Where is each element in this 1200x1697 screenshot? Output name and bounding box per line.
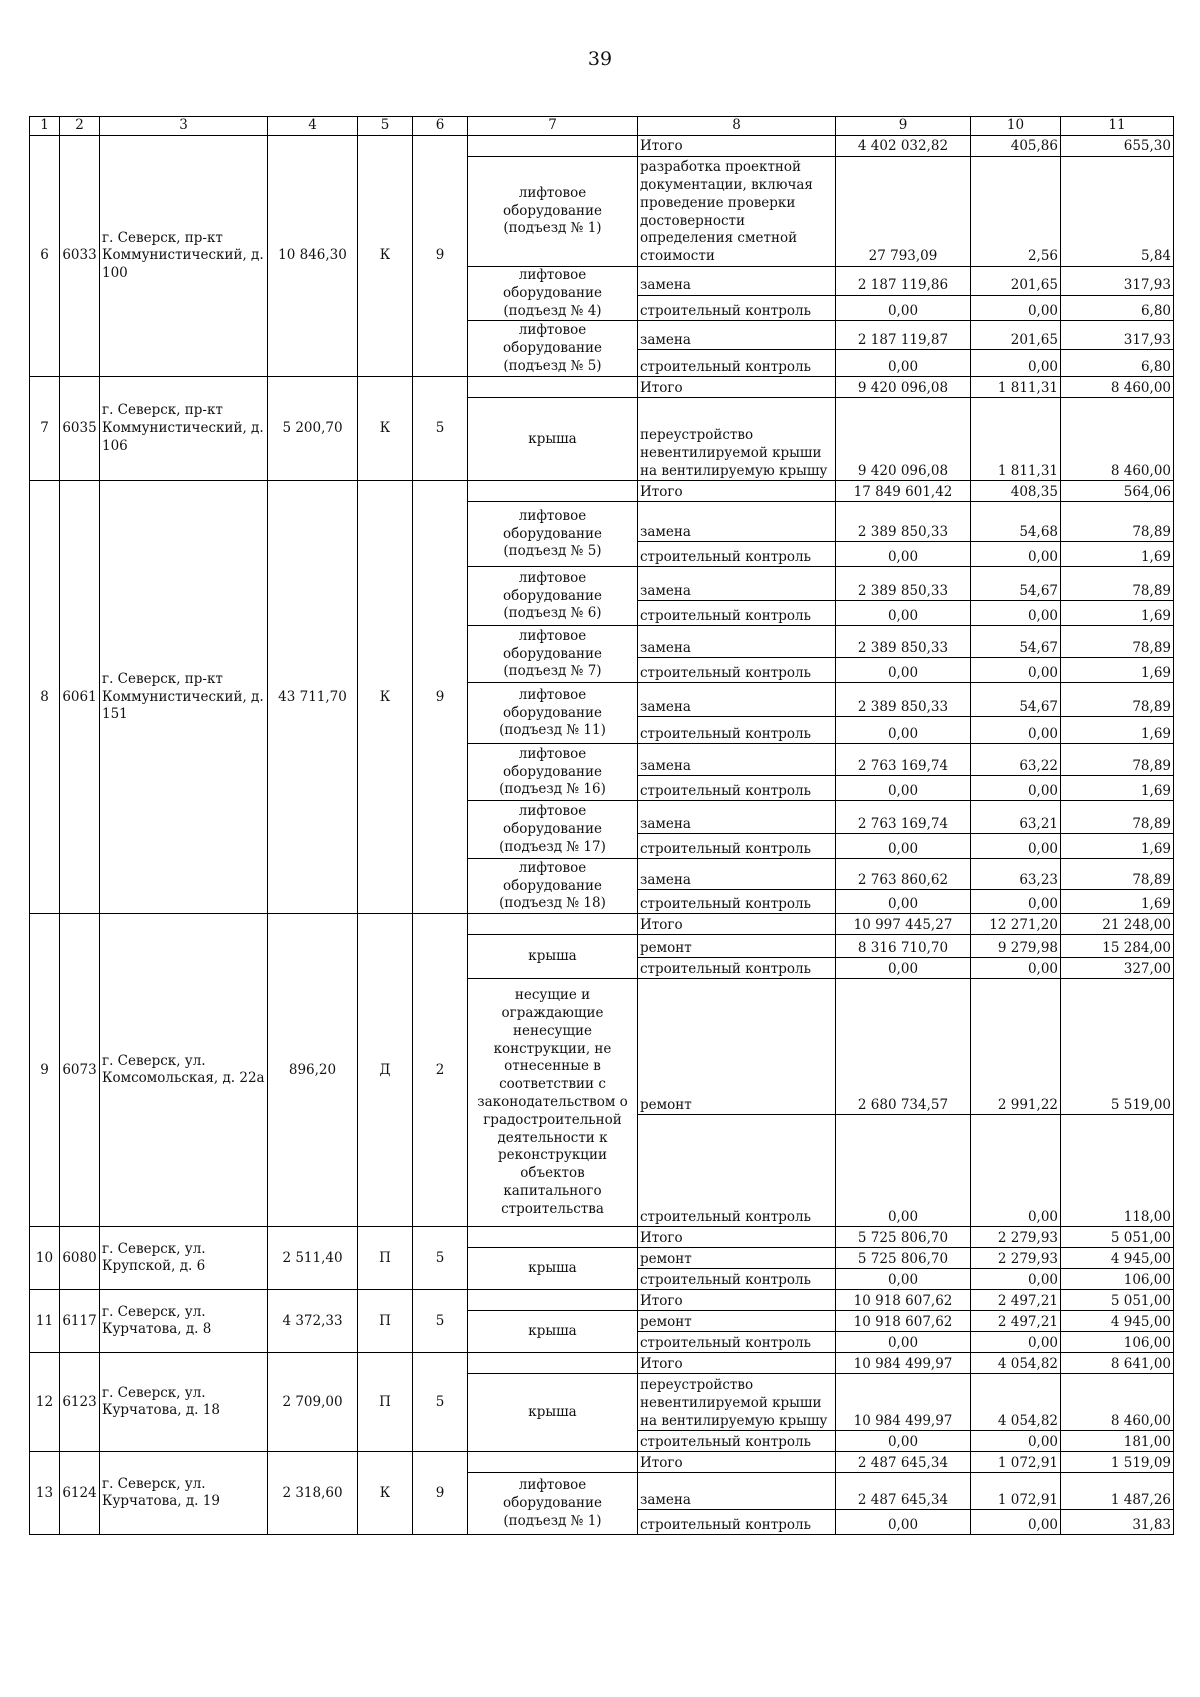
work-limit-per-m2: 4 945,00: [1061, 1248, 1174, 1269]
building-total-row: [30, 914, 1174, 935]
work-cost-per-m2: 54,67: [971, 567, 1061, 601]
total-label: Итого: [638, 1452, 836, 1473]
work-cost: 0,00: [836, 658, 971, 683]
work-type: ремонт: [638, 1248, 836, 1269]
work-cost: 0,00: [836, 1115, 971, 1227]
total-cost-per-m2: 2 279,93: [971, 1227, 1061, 1248]
total-label: Итого: [638, 1353, 836, 1374]
work-cost: 10 918 607,62: [836, 1311, 971, 1332]
total-cost-per-m2: 1 811,31: [971, 377, 1061, 398]
work-type: переустройство невентилируемой крыши на вентилируемую крышу: [638, 398, 836, 481]
work-cost-per-m2: 201,65: [971, 267, 1061, 296]
total-label: Итого: [638, 1290, 836, 1311]
wall-material: П: [358, 1290, 413, 1353]
wall-material: П: [358, 1227, 413, 1290]
work-limit-per-m2: 1,69: [1061, 890, 1174, 914]
work-type: строительный контроль: [638, 296, 836, 321]
work-cost-per-m2: 0,00: [971, 958, 1061, 979]
total-cost: 10 984 499,97: [836, 1353, 971, 1374]
work-cost-per-m2: 63,21: [971, 801, 1061, 834]
total-cost: 2 487 645,34: [836, 1452, 971, 1473]
work-type: замена: [638, 1473, 836, 1510]
row-number: 11: [30, 1290, 60, 1353]
work-limit-per-m2: 78,89: [1061, 801, 1174, 834]
total-cost-per-m2: 1 072,91: [971, 1452, 1061, 1473]
work-limit-per-m2: 1,69: [1061, 542, 1174, 567]
structural-element: лифтовое оборудование (подъезд № 6): [468, 567, 638, 626]
floor-count: 5: [413, 1227, 468, 1290]
work-type: строительный контроль: [638, 542, 836, 567]
work-type: строительный контроль: [638, 601, 836, 626]
work-limit-per-m2: 78,89: [1061, 683, 1174, 717]
element-blank: [468, 1290, 638, 1311]
element-blank: [468, 914, 638, 935]
work-cost-per-m2: 4 054,82: [971, 1374, 1061, 1431]
building-code: 6061: [60, 481, 100, 914]
row-number: 6: [30, 136, 60, 377]
work-cost: 2 389 850,33: [836, 502, 971, 542]
row-number: 8: [30, 481, 60, 914]
work-type: замена: [638, 626, 836, 658]
work-cost-per-m2: 54,67: [971, 626, 1061, 658]
structural-element: лифтовое оборудование (подъезд № 5): [468, 502, 638, 567]
building-address: г. Северск, ул. Крупской, д. 6: [100, 1227, 268, 1290]
building-code: 6080: [60, 1227, 100, 1290]
work-cost-per-m2: 1 811,31: [971, 398, 1061, 481]
building-code: 6073: [60, 914, 100, 1227]
work-limit-per-m2: 1,69: [1061, 776, 1174, 801]
work-type: строительный контроль: [638, 350, 836, 377]
total-limit-per-m2: 655,30: [1061, 136, 1174, 157]
work-limit-per-m2: 78,89: [1061, 502, 1174, 542]
work-limit-per-m2: 31,83: [1061, 1510, 1174, 1535]
work-cost: 27 793,09: [836, 157, 971, 267]
work-cost-per-m2: 0,00: [971, 601, 1061, 626]
work-type: разработка проектной документации, включая проведение проверки достоверности определения сметной стоимости: [638, 157, 836, 267]
total-limit-per-m2: 21 248,00: [1061, 914, 1174, 935]
work-limit-per-m2: 1,69: [1061, 717, 1174, 744]
column-number-4: 4: [268, 117, 358, 136]
work-type: замена: [638, 502, 836, 542]
work-type: ремонт: [638, 1311, 836, 1332]
floor-count: 5: [413, 1353, 468, 1452]
work-cost: 2 389 850,33: [836, 683, 971, 717]
work-cost: 2 389 850,33: [836, 626, 971, 658]
total-limit-per-m2: 1 519,09: [1061, 1452, 1174, 1473]
structural-element: крыша: [468, 398, 638, 481]
building-area: 2 709,00: [268, 1353, 358, 1452]
building-address: г. Северск, пр-кт Коммунистический, д. 151: [100, 481, 268, 914]
total-label: Итого: [638, 1227, 836, 1248]
total-cost-per-m2: 4 054,82: [971, 1353, 1061, 1374]
work-cost: 2 487 645,34: [836, 1473, 971, 1510]
work-cost-per-m2: 2,56: [971, 157, 1061, 267]
structural-element: лифтовое оборудование (подъезд № 4): [468, 267, 638, 321]
work-cost: 0,00: [836, 350, 971, 377]
total-cost: 5 725 806,70: [836, 1227, 971, 1248]
floor-count: 9: [413, 1452, 468, 1535]
work-cost-per-m2: 201,65: [971, 321, 1061, 350]
element-blank: [468, 136, 638, 157]
structural-element: несущие и ограждающие ненесущие конструкции, не отнесенные в соответствии с законодательством о градостроительной деятельности к реконструкции объектов капитального строительства: [468, 979, 638, 1227]
work-limit-per-m2: 1,69: [1061, 834, 1174, 859]
total-cost-per-m2: 12 271,20: [971, 914, 1061, 935]
work-cost: 0,00: [836, 1510, 971, 1535]
work-type: строительный контроль: [638, 1510, 836, 1535]
building-code: 6035: [60, 377, 100, 481]
structural-element: лифтовое оборудование (подъезд № 1): [468, 1473, 638, 1535]
work-cost-per-m2: 0,00: [971, 834, 1061, 859]
wall-material: Д: [358, 914, 413, 1227]
work-type: замена: [638, 859, 836, 890]
total-cost: 17 849 601,42: [836, 481, 971, 502]
element-blank: [468, 1227, 638, 1248]
building-area: 43 711,70: [268, 481, 358, 914]
element-blank: [468, 1353, 638, 1374]
building-area: 2 318,60: [268, 1452, 358, 1535]
total-cost: 10 918 607,62: [836, 1290, 971, 1311]
repair-register-table: [29, 116, 1174, 1535]
building-total-row: [30, 1290, 1174, 1311]
column-number-9: 9: [836, 117, 971, 136]
column-number-2: 2: [60, 117, 100, 136]
work-cost-per-m2: 0,00: [971, 350, 1061, 377]
work-limit-per-m2: 1,69: [1061, 601, 1174, 626]
work-cost-per-m2: 63,23: [971, 859, 1061, 890]
work-cost: 0,00: [836, 958, 971, 979]
work-type: строительный контроль: [638, 1431, 836, 1452]
work-type: строительный контроль: [638, 958, 836, 979]
work-cost: 2 680 734,57: [836, 979, 971, 1115]
work-limit-per-m2: 118,00: [1061, 1115, 1174, 1227]
work-cost: 0,00: [836, 542, 971, 567]
work-cost-per-m2: 0,00: [971, 1431, 1061, 1452]
building-address: г. Северск, пр-кт Коммунистический, д. 100: [100, 136, 268, 377]
structural-element: крыша: [468, 935, 638, 979]
floor-count: 9: [413, 481, 468, 914]
total-label: Итого: [638, 481, 836, 502]
building-code: 6124: [60, 1452, 100, 1535]
work-limit-per-m2: 78,89: [1061, 626, 1174, 658]
element-blank: [468, 377, 638, 398]
work-type: замена: [638, 267, 836, 296]
work-limit-per-m2: 327,00: [1061, 958, 1174, 979]
work-cost-per-m2: 0,00: [971, 296, 1061, 321]
work-limit-per-m2: 106,00: [1061, 1269, 1174, 1290]
structural-element: лифтовое оборудование (подъезд № 5): [468, 321, 638, 377]
work-cost: 0,00: [836, 1332, 971, 1353]
work-type: переустройство невентилируемой крыши на вентилируемую крышу: [638, 1374, 836, 1431]
total-cost: 4 402 032,82: [836, 136, 971, 157]
work-cost-per-m2: 0,00: [971, 890, 1061, 914]
work-cost-per-m2: 2 497,21: [971, 1311, 1061, 1332]
column-number-10: 10: [971, 117, 1061, 136]
work-cost: 0,00: [836, 717, 971, 744]
wall-material: К: [358, 1452, 413, 1535]
work-limit-per-m2: 8 460,00: [1061, 398, 1174, 481]
structural-element: крыша: [468, 1311, 638, 1353]
work-cost: 2 187 119,86: [836, 267, 971, 296]
work-cost: 0,00: [836, 1269, 971, 1290]
work-cost-per-m2: 1 072,91: [971, 1473, 1061, 1510]
total-cost-per-m2: 2 497,21: [971, 1290, 1061, 1311]
building-total-row: [30, 136, 1174, 157]
work-cost: 2 187 119,87: [836, 321, 971, 350]
structural-element: крыша: [468, 1248, 638, 1290]
building-area: 2 511,40: [268, 1227, 358, 1290]
column-number-11: 11: [1061, 117, 1174, 136]
work-cost-per-m2: 63,22: [971, 744, 1061, 776]
total-limit-per-m2: 5 051,00: [1061, 1227, 1174, 1248]
work-cost: 2 763 169,74: [836, 801, 971, 834]
total-cost: 10 997 445,27: [836, 914, 971, 935]
work-type: ремонт: [638, 979, 836, 1115]
wall-material: К: [358, 481, 413, 914]
total-limit-per-m2: 8 641,00: [1061, 1353, 1174, 1374]
building-total-row: [30, 377, 1174, 398]
work-type: строительный контроль: [638, 1269, 836, 1290]
total-cost-per-m2: 405,86: [971, 136, 1061, 157]
work-limit-per-m2: 8 460,00: [1061, 1374, 1174, 1431]
building-total-row: [30, 1353, 1174, 1374]
building-total-row: [30, 481, 1174, 502]
row-number: 13: [30, 1452, 60, 1535]
work-limit-per-m2: 78,89: [1061, 567, 1174, 601]
work-limit-per-m2: 78,89: [1061, 744, 1174, 776]
floor-count: 9: [413, 136, 468, 377]
total-limit-per-m2: 8 460,00: [1061, 377, 1174, 398]
work-type: замена: [638, 744, 836, 776]
column-number-6: 6: [413, 117, 468, 136]
column-number-5: 5: [358, 117, 413, 136]
work-cost-per-m2: 54,68: [971, 502, 1061, 542]
work-type: замена: [638, 801, 836, 834]
row-number: 10: [30, 1227, 60, 1290]
work-cost-per-m2: 0,00: [971, 542, 1061, 567]
work-cost: 0,00: [836, 1431, 971, 1452]
work-limit-per-m2: 78,89: [1061, 859, 1174, 890]
total-limit-per-m2: 564,06: [1061, 481, 1174, 502]
total-limit-per-m2: 5 051,00: [1061, 1290, 1174, 1311]
work-limit-per-m2: 6,80: [1061, 296, 1174, 321]
work-limit-per-m2: 106,00: [1061, 1332, 1174, 1353]
wall-material: К: [358, 136, 413, 377]
structural-element: лифтовое оборудование (подъезд № 1): [468, 157, 638, 267]
total-cost-per-m2: 408,35: [971, 481, 1061, 502]
floor-count: 5: [413, 1290, 468, 1353]
work-limit-per-m2: 1,69: [1061, 658, 1174, 683]
building-address: г. Северск, ул. Курчатова, д. 19: [100, 1452, 268, 1535]
wall-material: К: [358, 377, 413, 481]
work-cost: 2 389 850,33: [836, 567, 971, 601]
structural-element: лифтовое оборудование (подъезд № 11): [468, 683, 638, 744]
floor-count: 2: [413, 914, 468, 1227]
row-number: 9: [30, 914, 60, 1227]
work-type: строительный контроль: [638, 658, 836, 683]
work-cost-per-m2: 9 279,98: [971, 935, 1061, 958]
building-area: 4 372,33: [268, 1290, 358, 1353]
column-number-7: 7: [468, 117, 638, 136]
work-type: строительный контроль: [638, 776, 836, 801]
row-number: 7: [30, 377, 60, 481]
work-cost: 8 316 710,70: [836, 935, 971, 958]
column-number-1: 1: [30, 117, 60, 136]
row-number: 12: [30, 1353, 60, 1452]
work-cost-per-m2: 0,00: [971, 717, 1061, 744]
work-type: строительный контроль: [638, 834, 836, 859]
structural-element: лифтовое оборудование (подъезд № 18): [468, 859, 638, 914]
work-cost: 10 984 499,97: [836, 1374, 971, 1431]
work-limit-per-m2: 4 945,00: [1061, 1311, 1174, 1332]
work-limit-per-m2: 15 284,00: [1061, 935, 1174, 958]
work-cost: 0,00: [836, 601, 971, 626]
work-cost-per-m2: 54,67: [971, 683, 1061, 717]
building-total-row: [30, 1452, 1174, 1473]
column-number-row: [30, 117, 1174, 136]
work-cost-per-m2: 2 991,22: [971, 979, 1061, 1115]
work-cost-per-m2: 0,00: [971, 1332, 1061, 1353]
work-cost: 9 420 096,08: [836, 398, 971, 481]
work-limit-per-m2: 317,93: [1061, 267, 1174, 296]
work-cost: 0,00: [836, 890, 971, 914]
building-total-row: [30, 1227, 1174, 1248]
total-label: Итого: [638, 377, 836, 398]
work-type: ремонт: [638, 935, 836, 958]
work-cost: 0,00: [836, 834, 971, 859]
building-address: г. Северск, ул. Курчатова, д. 8: [100, 1290, 268, 1353]
work-cost-per-m2: 0,00: [971, 1510, 1061, 1535]
total-label: Итого: [638, 914, 836, 935]
building-area: 5 200,70: [268, 377, 358, 481]
structural-element: лифтовое оборудование (подъезд № 17): [468, 801, 638, 859]
page-number: 39: [587, 48, 613, 70]
work-type: строительный контроль: [638, 1332, 836, 1353]
work-limit-per-m2: 5,84: [1061, 157, 1174, 267]
building-address: г. Северск, ул. Курчатова, д. 18: [100, 1353, 268, 1452]
column-number-8: 8: [638, 117, 836, 136]
work-cost-per-m2: 0,00: [971, 776, 1061, 801]
work-cost-per-m2: 0,00: [971, 658, 1061, 683]
building-code: 6117: [60, 1290, 100, 1353]
work-cost-per-m2: 0,00: [971, 1269, 1061, 1290]
total-cost: 9 420 096,08: [836, 377, 971, 398]
work-cost: 0,00: [836, 296, 971, 321]
floor-count: 5: [413, 377, 468, 481]
work-type: строительный контроль: [638, 890, 836, 914]
work-type: замена: [638, 683, 836, 717]
structural-element: лифтовое оборудование (подъезд № 7): [468, 626, 638, 683]
work-type: замена: [638, 567, 836, 601]
work-limit-per-m2: 181,00: [1061, 1431, 1174, 1452]
work-cost: 2 763 169,74: [836, 744, 971, 776]
work-limit-per-m2: 5 519,00: [1061, 979, 1174, 1115]
work-type: замена: [638, 321, 836, 350]
element-blank: [468, 481, 638, 502]
building-code: 6033: [60, 136, 100, 377]
work-type: строительный контроль: [638, 717, 836, 744]
building-area: 10 846,30: [268, 136, 358, 377]
work-cost: 5 725 806,70: [836, 1248, 971, 1269]
work-type: строительный контроль: [638, 1115, 836, 1227]
wall-material: П: [358, 1353, 413, 1452]
work-cost: 2 763 860,62: [836, 859, 971, 890]
work-cost-per-m2: 0,00: [971, 1115, 1061, 1227]
work-cost: 0,00: [836, 776, 971, 801]
work-cost-per-m2: 2 279,93: [971, 1248, 1061, 1269]
building-code: 6123: [60, 1353, 100, 1452]
building-address: г. Северск, пр-кт Коммунистический, д. 106: [100, 377, 268, 481]
building-area: 896,20: [268, 914, 358, 1227]
total-label: Итого: [638, 136, 836, 157]
element-blank: [468, 1452, 638, 1473]
structural-element: лифтовое оборудование (подъезд № 16): [468, 744, 638, 801]
work-limit-per-m2: 317,93: [1061, 321, 1174, 350]
work-limit-per-m2: 6,80: [1061, 350, 1174, 377]
column-number-3: 3: [100, 117, 268, 136]
structural-element: крыша: [468, 1374, 638, 1452]
building-address: г. Северск, ул. Комсомольская, д. 22а: [100, 914, 268, 1227]
work-limit-per-m2: 1 487,26: [1061, 1473, 1174, 1510]
register-body: [30, 117, 1174, 1535]
